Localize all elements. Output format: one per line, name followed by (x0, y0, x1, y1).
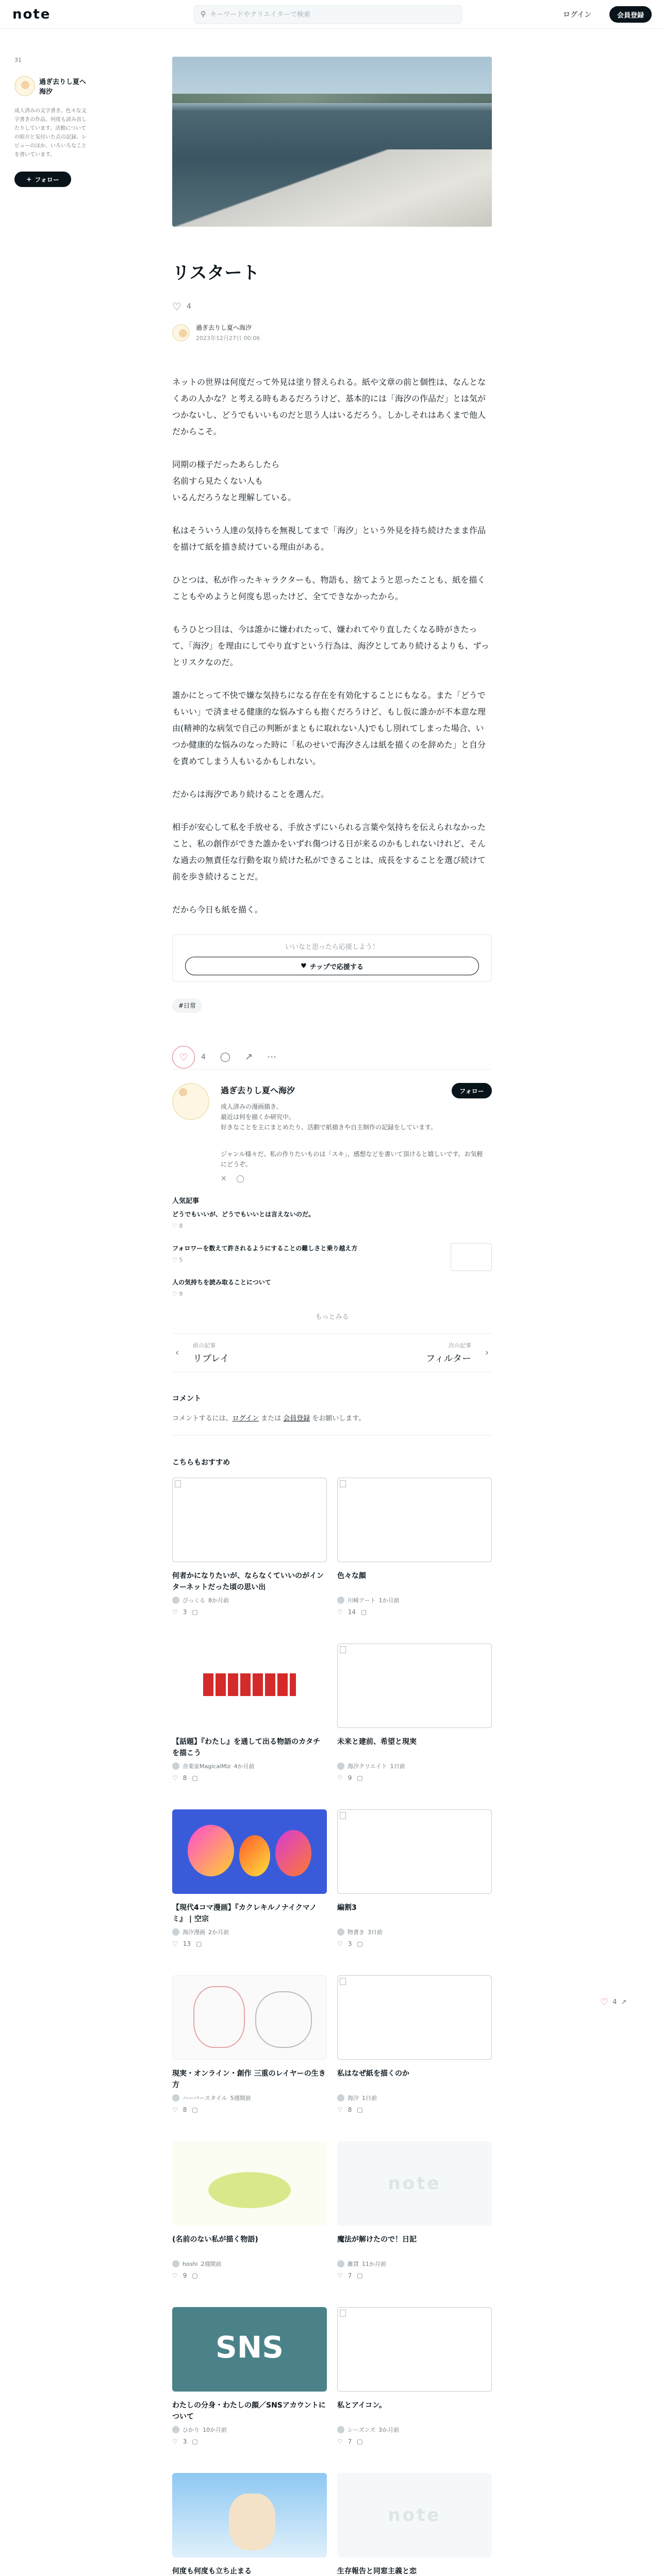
card-time: 4か月前 (234, 1763, 255, 1770)
hashtag[interactable]: #日常 (172, 998, 202, 1013)
article-body (172, 374, 492, 918)
card-thumbnail[interactable] (172, 2473, 327, 2557)
heart-icon[interactable]: ♡ (337, 2106, 343, 2113)
recommend-section (172, 1457, 492, 2576)
signup-button[interactable]: 会員登録 (609, 6, 652, 23)
card-title[interactable]: 色々な顔 (337, 1572, 366, 1580)
bookmark-icon[interactable]: ▢ (357, 2106, 363, 2113)
popular-articles (172, 1195, 492, 1321)
heart-icon[interactable]: ♡ (172, 1940, 178, 1947)
recommend-card[interactable] (172, 1478, 327, 1643)
publish-date: 2023年12月27日 00:06 (196, 335, 260, 342)
profile-name[interactable]: 過ぎ去りし夏へ海汐 (221, 1086, 295, 1095)
bookmark-icon[interactable]: ▢ (192, 1608, 198, 1616)
note-logo[interactable]: note (12, 7, 51, 22)
card-author[interactable] (337, 2426, 492, 2434)
card-title[interactable]: 魔法が解けたので！日記 (337, 2235, 417, 2244)
card-actions (172, 1608, 327, 1616)
recommend-card[interactable] (172, 2473, 327, 2576)
main-column (172, 57, 492, 2576)
card-thumbnail[interactable] (337, 1975, 492, 2060)
next-article-link[interactable]: フィルター (426, 1353, 471, 1364)
bookmark-icon[interactable]: ▢ (192, 2438, 198, 2445)
tip-button[interactable] (185, 957, 479, 975)
paragraph: ひとつは、私が作ったキャラクターも、物語も、捨てようと思ったことも、紙を描くこともやめようと何度も思ったけど、全てできなかったから。 (172, 575, 486, 601)
recommend-card[interactable] (337, 2141, 492, 2307)
card-author[interactable] (172, 1596, 327, 1604)
card-author-avatar (337, 2094, 344, 2102)
card-author-name[interactable]: 海汐 (347, 2095, 359, 2102)
heart-icon[interactable]: ♡ (172, 2438, 178, 2445)
card-like-count: 9 (183, 2272, 187, 2279)
card-title[interactable]: 私はなぜ紙を描くのか (337, 2070, 409, 2078)
profile-avatar[interactable] (172, 1083, 209, 1120)
paragraph: だからは海汐であり続けることを選んだ。 (172, 789, 329, 799)
recommend-card[interactable] (337, 1975, 492, 2141)
profile-bio: 成人済みの漫画描き。 最近は何を描くか研究中。 好きなことを主にまとめたり、活動で紙描きや自主制作の記録をしています。 (221, 1103, 437, 1131)
card-thumbnail[interactable] (337, 1478, 492, 1562)
card-author-name[interactable]: シーズンズ (347, 2427, 376, 2433)
popular-item-title[interactable]: どうでもいいが、どうでもいいとは言えないのだ。 (172, 1211, 315, 1218)
card-thumbnail[interactable] (337, 1809, 492, 1894)
card-author-avatar (172, 2426, 179, 2433)
card-author-avatar (337, 2426, 344, 2433)
card-like-count: 3 (183, 2438, 187, 2445)
card-thumbnail[interactable] (337, 2307, 492, 2392)
profile-bio-2: ジャンル様々だ、私の作りたいものは「スキ」、感想などを書いて頂けると嬉しいです。お気軽にどうぞ。 (221, 1150, 483, 1168)
recommend-card[interactable] (172, 2307, 327, 2473)
card-author[interactable] (337, 1596, 492, 1604)
card-time: 11か月前 (362, 2261, 386, 2267)
prev-article-link[interactable]: リプレイ (193, 1353, 229, 1364)
recommend-grid (172, 1478, 492, 2576)
floating-like-count: 4 (613, 1998, 617, 2006)
recommend-card[interactable] (337, 2307, 492, 2473)
floating-like[interactable] (600, 1997, 626, 2008)
more-link[interactable]: もっとみる (315, 1313, 349, 1321)
popular-item[interactable] (172, 1277, 492, 1307)
popular-item-likes: 9 (179, 1291, 183, 1297)
bookmark-icon[interactable]: ▢ (357, 2438, 363, 2445)
card-actions (337, 1940, 492, 1947)
author-profile (172, 1083, 492, 1189)
search-icon: ⚲ (201, 10, 206, 19)
paragraph: 私はそういう人達の気持ちを無視してまで「海汐」という外見を持ち続けたまま作品を描けて紙を描き続けている理由がある。 (172, 526, 486, 552)
sidebar (14, 57, 87, 187)
avatar[interactable] (14, 76, 35, 96)
card-like-count: 14 (347, 1608, 356, 1616)
tip-heart-icon: ♥ (301, 962, 307, 970)
card-author-name[interactable]: 雑貨 (347, 2261, 359, 2267)
card-author[interactable] (337, 2094, 492, 2102)
card-title[interactable]: 何者かになりたいが、ならなくていいのがインターネットだった頃の思い出 (172, 1572, 324, 1591)
card-like-count: 13 (183, 1940, 191, 1947)
card-like-count: 3 (347, 1940, 352, 1947)
card-title[interactable]: わたしの分身・わたしの顔／SNSアカウントについて (172, 2401, 326, 2421)
card-actions (337, 2106, 492, 2113)
heart-icon[interactable]: ♡ (172, 1774, 178, 1782)
card-title[interactable]: 【現代4コマ漫画】『カクレキルノナイクマノミ』 | 空宗 (172, 1904, 317, 1923)
search-box[interactable] (194, 5, 462, 24)
card-author-name[interactable]: 物書き (347, 1929, 365, 1936)
social-web-icon[interactable]: ◯ (236, 1175, 244, 1183)
card-author-name[interactable]: 川崎アート (347, 1597, 376, 1604)
card-author-avatar (172, 1762, 179, 1770)
card-like-count: 8 (347, 2106, 352, 2113)
card-like-count: 3 (183, 1608, 187, 1616)
article-title: リスタート (172, 263, 260, 283)
heart-icon: ♡ (172, 1223, 177, 1229)
card-thumbnail[interactable] (337, 1643, 492, 1728)
bookmark-icon[interactable]: ▢ (357, 2272, 363, 2279)
card-author-name[interactable]: hoshi (183, 2260, 198, 2267)
popular-item-likes: 5 (179, 1257, 183, 1263)
card-time: 8か月前 (208, 1597, 229, 1604)
card-author-avatar (172, 2094, 179, 2102)
hero-image (172, 57, 492, 227)
bookmark-icon[interactable]: ▢ (357, 1774, 363, 1782)
comment-icon[interactable]: ◯ (220, 1052, 231, 1062)
card-like-count: 7 (347, 2438, 352, 2445)
comments-login-link[interactable]: ログイン (232, 1415, 259, 1422)
article-nav (172, 1333, 492, 1372)
card-author-avatar (337, 1597, 344, 1604)
card-thumbnail[interactable] (172, 1809, 327, 1894)
bookmark-icon[interactable]: ▢ (196, 1940, 202, 1947)
heart-icon[interactable]: ♡ (172, 1608, 178, 1616)
card-author-name[interactable]: ひかり (183, 2427, 200, 2433)
paragraph: 同期の様子だったあらしたら 名前すら見たくない人も いるんだろうなと理解している。 (172, 460, 296, 502)
card-time: 1日前 (362, 2095, 377, 2102)
card-author-name[interactable]: 海汐漫画 (183, 1929, 205, 1936)
card-title[interactable]: 何度も何度も立ち止まる (172, 2567, 252, 2575)
recommend-card[interactable] (337, 1643, 492, 1809)
card-author[interactable] (337, 1928, 492, 1936)
card-author-avatar (337, 1928, 344, 1936)
card-actions (337, 2272, 492, 2279)
card-time: 1か月前 (378, 1597, 400, 1604)
card-actions (337, 1608, 492, 1616)
heart-icon[interactable]: ♡ (172, 300, 181, 313)
header (0, 0, 662, 29)
popular-item-likes: 8 (179, 1223, 183, 1229)
card-actions (172, 1774, 327, 1782)
card-thumbnail[interactable] (337, 2473, 492, 2557)
card-author-name[interactable]: 海汐クリエイト (347, 1763, 387, 1770)
card-thumbnail[interactable] (172, 1643, 327, 1728)
heart-icon: ♡ (172, 1257, 177, 1263)
card-actions (337, 1774, 492, 1782)
paragraph: 誰かにとって不快で嫌な気持ちになる存在を有効化することにもなる。また「どうでもいい」で済ませる健康的な悩みすらも抱くだろうけど、もし仮に誰かが不本意な理由(精神的な病気で自己の判断がまともに取れない人)でもし別れてしまった場合、いつか健康的な悩みのなった時に「私のせいで海汐さんは紙を描くのを辞めた」と自分を責めてしまう人もいるかもしれない。 (172, 690, 486, 766)
recommend-card[interactable] (172, 1975, 327, 2141)
card-thumbnail[interactable] (172, 1478, 327, 1562)
card-author[interactable] (172, 2426, 327, 2434)
card-like-count: 8 (183, 2106, 187, 2113)
search-input[interactable] (210, 11, 447, 19)
popular-heading: 人気記事 (172, 1197, 200, 1205)
bookmark-icon[interactable]: ▢ (192, 2272, 198, 2279)
recommend-card[interactable] (337, 1809, 492, 1975)
card-actions (172, 2438, 327, 2445)
floating-heart-icon[interactable]: ♡ (600, 1997, 609, 2008)
sidebar-label: 31 (14, 57, 22, 63)
heart-icon[interactable]: ♡ (172, 2272, 178, 2279)
popular-item-thumbnail[interactable] (451, 1243, 492, 1271)
card-thumbnail[interactable] (172, 1975, 327, 2060)
heart-icon: ♡ (172, 1291, 177, 1297)
card-title[interactable]: 編割3 (337, 1904, 357, 1912)
chevron-right-icon[interactable]: › (485, 1347, 489, 1358)
popular-item[interactable] (172, 1209, 492, 1239)
card-author-name[interactable]: ぴっくる (183, 1597, 205, 1604)
hero-land (172, 94, 492, 103)
card-thumbnail[interactable] (337, 2141, 492, 2226)
card-time: 3か月前 (378, 2427, 400, 2433)
tip-button-label: チップで応援する (309, 963, 363, 971)
share-icon[interactable]: ↗ (245, 1052, 253, 1062)
bookmark-icon[interactable]: ▢ (192, 1774, 198, 1782)
top-like-count: 4 (186, 302, 191, 311)
card-author[interactable] (337, 1762, 492, 1770)
author-name[interactable]: 過ぎ去りし夏へ海汐 (196, 324, 252, 331)
tip-box (172, 935, 492, 982)
card-title[interactable]: 未来と建前、希望と現実 (337, 1738, 417, 1746)
card-author-name[interactable]: 音楽家MagicalMiz (183, 1763, 231, 1770)
more-icon[interactable]: ⋯ (267, 1052, 277, 1062)
card-actions (337, 2438, 492, 2445)
card-title[interactable]: (名前のない私が描く物語) (172, 2235, 258, 2244)
sidebar-follow-button[interactable] (14, 172, 71, 187)
recommend-card[interactable] (172, 1643, 327, 1809)
paragraph: だから今日も紙を描く。 (172, 905, 263, 914)
bookmark-icon[interactable]: ▢ (361, 1608, 367, 1616)
action-bar (172, 1045, 492, 1070)
comments-heading: コメント (172, 1395, 201, 1403)
card-author-name[interactable]: ハーバースタイル (183, 2095, 227, 2102)
card-title[interactable]: 現実・オンライン・創作 三重のレイヤーの生き方 (172, 2070, 326, 2089)
author-avatar[interactable] (172, 324, 190, 342)
like-count: 4 (201, 1053, 206, 1061)
card-author[interactable] (172, 2094, 327, 2102)
card-thumbnail[interactable] (172, 2141, 327, 2226)
comments-signup-link[interactable]: 会員登録 (283, 1415, 310, 1422)
chevron-left-icon[interactable]: ‹ (175, 1347, 179, 1358)
recommend-card[interactable] (337, 2473, 492, 2576)
sidebar-bio: 成人済みの文字書き。色々な文字書きの作品、何度も読み直したりしています。活動についての紹介と気付いた点の記録。レビューのほか、いろいろなことを書いています。 (14, 108, 87, 158)
heart-icon[interactable]: ♡ (337, 2438, 343, 2445)
card-time: 3日前 (368, 1929, 383, 1936)
recommend-card[interactable] (172, 2141, 327, 2307)
recommend-card[interactable] (172, 1809, 327, 1975)
user-plus-icon: + (26, 176, 32, 183)
popular-item-title[interactable]: 人の気持ちを読み取ることについて (172, 1279, 271, 1286)
login-link[interactable]: ログイン (563, 11, 592, 19)
card-author-avatar (172, 1928, 179, 1936)
recommend-heading: こちらもおすすめ (172, 1459, 230, 1467)
social-links (221, 1175, 244, 1183)
popular-item[interactable] (172, 1243, 492, 1273)
card-time: 2か月前 (208, 1929, 229, 1936)
sidebar-author-name[interactable]: 過ぎ去りし夏へ海汐 (39, 78, 87, 96)
tip-question: いいなと思ったら応援しよう！ (285, 943, 379, 951)
sidebar-follow-label: フォロー (35, 176, 59, 183)
card-author[interactable] (337, 2260, 492, 2268)
card-author-avatar (172, 2260, 179, 2267)
card-time: 5週間前 (230, 2095, 251, 2102)
heart-icon[interactable]: ♡ (172, 2106, 178, 2113)
top-like[interactable] (172, 300, 492, 313)
recommend-card[interactable] (337, 1478, 492, 1643)
card-author[interactable] (172, 2260, 327, 2268)
card-time: 2週間前 (201, 2261, 222, 2267)
comments-section (172, 1393, 492, 1435)
article-author[interactable] (172, 323, 492, 342)
paragraph: ネットの世界は何度だって外見は塗り替えられる。紙や文章の前と個性は、なんとなくあの人かな？と考える時もあるだろうけど、基本的には「海汐の作品だ」とは気がつかないし、どうでもいいものだと思う人はいるだろう。しかしそれはあくまで他人だからこそ。 (172, 377, 486, 436)
like-heart-icon[interactable]: ♡ (172, 1046, 195, 1069)
bookmark-icon[interactable]: ▢ (357, 1940, 363, 1947)
card-actions (172, 2272, 327, 2279)
bookmark-icon[interactable]: ▢ (192, 2106, 198, 2113)
card-title[interactable]: 生存報告と同窓主義と恋 (337, 2567, 417, 2575)
card-author-avatar (172, 1597, 179, 1604)
popular-item-title[interactable]: フォロワーを数えて許されるようにすることの難しさと乗り越え方 (172, 1245, 358, 1252)
paragraph: もうひとつ目は、今は誰かに嫌われたって、嫌われてやり直したくなる時がきたって、「海汐」を理由にしてやり直すという行為は、海汐としてあり続けるよりも、ずっとリスクなのだ。 (172, 624, 489, 667)
comments-prompt: コメントするには、ログイン または 会員登録 をお願いします。 (172, 1413, 492, 1435)
card-like-count: 7 (347, 2272, 352, 2279)
next-label: 次の記事 (449, 1342, 471, 1349)
card-actions (172, 2106, 327, 2113)
card-author[interactable] (172, 1928, 327, 1936)
card-title[interactable]: 私とアイコン。 (337, 2401, 387, 2410)
hero-pier (172, 149, 492, 227)
paragraph: 相手が安心して私を手放せる、手放さずにいられる言葉や気持ちを伝えられなかったこと、私の創作ができた誰かをいずれ傷つける日が来るのかもしれないけれど、そんな過去の無責任な行動を取り続けた私ができることは、成長をすることを選び続けて前を歩き続けることだ。 (172, 822, 486, 882)
card-time: 10か月前 (203, 2427, 227, 2433)
card-author-avatar (337, 1762, 344, 1770)
card-author[interactable] (172, 1762, 327, 1770)
prev-label: 前の記事 (193, 1342, 216, 1349)
card-like-count: 9 (347, 1774, 352, 1782)
card-thumbnail[interactable] (172, 2307, 327, 2392)
card-like-count: 8 (183, 1774, 187, 1782)
heart-icon[interactable]: ♡ (337, 2272, 343, 2279)
heart-icon[interactable]: ♡ (337, 1774, 343, 1782)
social-x-icon[interactable]: ✕ (221, 1175, 227, 1183)
heart-icon[interactable]: ♡ (337, 1608, 343, 1616)
card-title[interactable]: 【話題】『わたし』を通して出る物語のカタチを描こう (172, 1738, 320, 1757)
card-time: 1日前 (390, 1763, 405, 1770)
card-author-avatar (337, 2260, 344, 2267)
profile-follow-button[interactable]: フォロー (452, 1083, 492, 1098)
floating-share-icon[interactable]: ↗ (621, 1998, 627, 2006)
sns-text: SNS (215, 2330, 284, 2365)
card-actions (172, 1940, 327, 1947)
heart-icon[interactable]: ♡ (337, 1940, 343, 1947)
